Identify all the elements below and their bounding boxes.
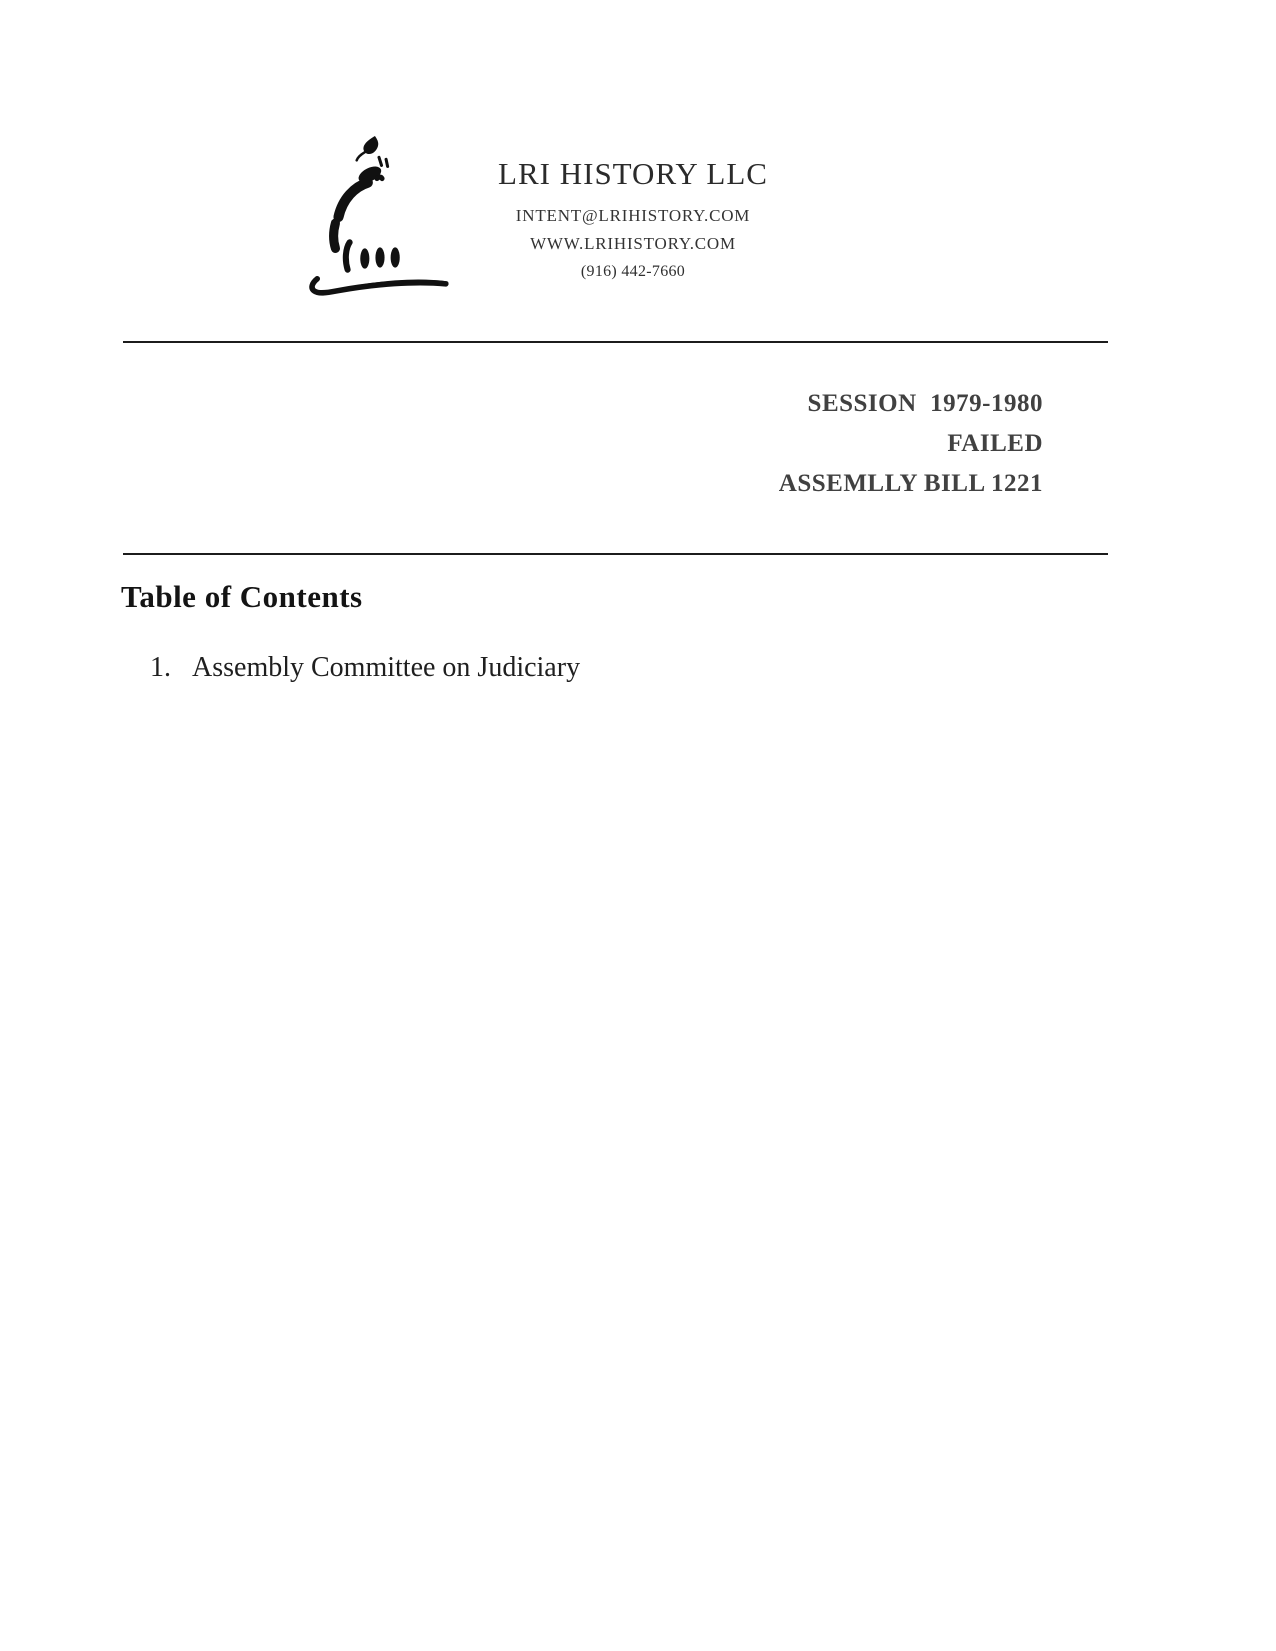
divider-top	[123, 341, 1108, 343]
toc-item	[150, 651, 580, 685]
bill-line: ASSEMLLY BILL 1221	[778, 470, 1043, 497]
status-line: FAILED	[947, 430, 1043, 457]
session-line: SESSION 1979-1980	[807, 390, 1043, 417]
company-website: WWW.LRIHISTORY.COM	[530, 234, 736, 253]
toc-title: Table of Contents	[121, 579, 363, 614]
letterhead	[433, 154, 833, 283]
toc-list	[150, 651, 580, 685]
toc-item-number: 1.	[150, 652, 171, 683]
toc-item-label: Assembly Committee on Judiciary	[192, 652, 581, 683]
company-name: LRI HISTORY LLC	[498, 156, 768, 191]
company-email: INTENT@LRIHISTORY.COM	[515, 206, 751, 225]
divider-bottom	[123, 553, 1108, 555]
company-phone: (916) 442-7660	[580, 263, 686, 280]
case-header	[779, 384, 1043, 504]
